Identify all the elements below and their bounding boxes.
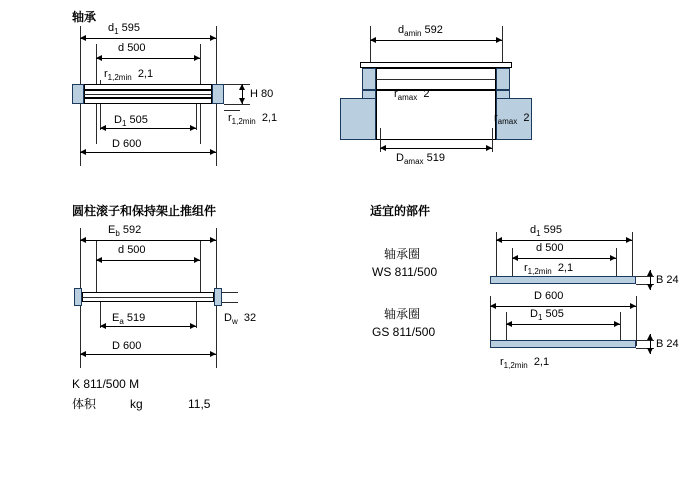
bearing-washer-bottom: [84, 98, 212, 104]
section-title-bearing: 轴承: [72, 10, 97, 24]
dim-label-Damax: $D_{amax}$ 519: [396, 152, 445, 167]
mounting-washer-left: [362, 68, 376, 90]
dim-arrow-gs-D1-right: [614, 321, 620, 327]
dim-label-gs-r12min: $r_{1,2min}$ 2,1: [500, 356, 550, 371]
ext-line-H-bottom: [224, 104, 250, 105]
leader-r12min-right: [224, 110, 240, 111]
dim-line-Damax: [380, 148, 492, 149]
cage-ext-left-Eb: [96, 240, 97, 300]
dim-arrow-ws-B-bottom: [647, 284, 653, 290]
ws-ext-B-top: [636, 276, 654, 277]
dim-label-cage-D: D 600: [112, 340, 142, 352]
bearing-centerline: [84, 94, 212, 95]
cage-mass-label: 体积: [72, 397, 97, 411]
dim-arrow-Eb-right: [210, 237, 216, 243]
dim-arrow-ws-d1-right: [626, 237, 632, 243]
gs-ext-right-D: [636, 296, 637, 346]
dim-label-gs-B: B 24: [656, 338, 679, 350]
dim-label-r12min-left: $r_{1,2min}$ 2,1: [104, 68, 154, 83]
cage-mass-value: 11,5: [188, 397, 211, 411]
dim-arrow-ws-d-right: [610, 255, 616, 261]
cage-ext-right-Ea: [196, 302, 197, 328]
dim-arrow-ws-B-top: [647, 270, 653, 276]
dim-arrow-d-left: [96, 55, 102, 61]
dim-arrow-cage-D-right: [210, 351, 216, 357]
dim-line-Eb: [80, 240, 216, 241]
gs-washer-body: [490, 340, 636, 348]
dim-arrow-Eb-left: [80, 237, 86, 243]
mounting-washer-right: [496, 68, 510, 90]
mounting-support-left: [340, 98, 376, 140]
dim-arrow-Ea-left: [100, 323, 106, 329]
dim-label-gs-D: D 600: [534, 290, 564, 302]
dim-arrow-damin-left: [370, 37, 376, 43]
dim-arrow-Damax-right: [486, 145, 492, 151]
washer-bottom-designation: GS 811/500: [372, 325, 436, 339]
gs-ext-B-top: [636, 340, 654, 341]
dim-label-Eb: $E_b$ 592: [108, 224, 142, 239]
dim-arrow-damin-right: [496, 37, 502, 43]
dim-arrow-D1-right: [190, 125, 196, 131]
dim-line-cage-d: [96, 260, 200, 261]
dim-label-cage-d: d 500: [118, 244, 146, 256]
ext-line-D1-right: [196, 104, 197, 130]
dim-label-ramax-outer: $r_{amax}$ 2: [494, 112, 530, 127]
dim-line-gs-D: [490, 306, 636, 307]
ext-line-H-top: [224, 84, 250, 85]
dim-arrow-cage-d-left: [96, 257, 102, 263]
dim-line-d1: [80, 38, 216, 39]
bearing-washer-left-outer: [72, 84, 84, 104]
ws-washer-body: [490, 276, 636, 284]
dim-label-d: d 500: [118, 42, 146, 54]
cage-mass-unit: kg: [130, 397, 143, 411]
dim-arrow-D-left: [80, 149, 86, 155]
dim-label-Dw: $D_w$ 32: [224, 312, 257, 327]
dim-arrow-ws-d1-left: [496, 237, 502, 243]
section-title-cage-assembly: 圆柱滚子和保持架止推组件: [72, 204, 217, 218]
dim-label-D1: $D_1$ 505: [114, 114, 148, 129]
dim-arrow-H-bottom: [239, 98, 245, 104]
dim-arrow-gs-B-bottom: [647, 348, 653, 354]
dim-label-r12min-right: $r_{1,2min}$ 2,1: [228, 112, 278, 127]
dim-arrow-d1-right: [210, 35, 216, 41]
washer-top-caption-label: 轴承圈: [384, 247, 421, 261]
cage-centerline: [82, 297, 214, 298]
dim-arrow-d-right: [194, 55, 200, 61]
dim-arrow-gs-D-right: [630, 303, 636, 309]
dim-arrow-ws-d-left: [512, 255, 518, 261]
cage-end-left: [74, 288, 82, 306]
dim-arrow-H-top: [239, 84, 245, 90]
ext-line-Damax-right: [492, 128, 493, 152]
dim-label-ws-r12min: $r_{1,2min}$ 2,1: [524, 262, 574, 277]
washer-bottom-caption-label: 轴承圈: [384, 307, 421, 321]
leader-Dw-bottom: [222, 302, 238, 303]
cage-designation: K 811/500 M: [72, 377, 140, 391]
dim-label-ws-d: d 500: [536, 242, 564, 254]
dim-line-ws-d: [512, 258, 616, 259]
dim-arrow-cage-D-left: [80, 351, 86, 357]
dim-label-ramax-inner: $r_{amax}$ 2: [394, 88, 430, 103]
dim-arrow-gs-B-top: [647, 334, 653, 340]
dim-label-d1: $d_1$ 595: [108, 22, 140, 37]
ws-ext-right-d1: [632, 232, 633, 280]
dim-arrow-gs-D1-left: [506, 321, 512, 327]
bearing-washer-right-outer: [212, 84, 224, 104]
dim-arrow-Ea-right: [190, 323, 196, 329]
washer-top-designation: WS 811/500: [372, 265, 438, 279]
dim-line-cage-D: [80, 354, 216, 355]
dim-label-H: H 80: [250, 88, 274, 100]
dim-label-damin: $d_{amin}$ 592: [398, 24, 443, 39]
dim-line-ws-d1: [496, 240, 632, 241]
mounting-centerline: [376, 79, 496, 80]
dim-arrow-D1-left: [100, 125, 106, 131]
dim-arrow-d1-left: [80, 35, 86, 41]
dim-arrow-gs-D-left: [490, 303, 496, 309]
dim-arrow-D-right: [210, 149, 216, 155]
dim-line-d: [96, 58, 200, 59]
dim-label-ws-B: B 24: [656, 274, 679, 286]
dim-label-D: D 600: [112, 138, 142, 150]
cage-end-right: [214, 288, 222, 306]
dim-arrow-Damax-left: [380, 145, 386, 151]
dim-label-ws-d1: $d_1$ 595: [530, 224, 562, 239]
dim-line-D: [80, 152, 216, 153]
dim-arrow-cage-d-right: [194, 257, 200, 263]
cage-ext-right-Eb: [200, 240, 201, 300]
dim-label-Ea: $E_a$ 519: [112, 312, 146, 327]
leader-Dw-top: [222, 292, 238, 293]
section-title-suitable-parts: 适宜的部件: [370, 204, 431, 218]
dim-label-gs-D1: $D_1$ 505: [530, 308, 564, 323]
